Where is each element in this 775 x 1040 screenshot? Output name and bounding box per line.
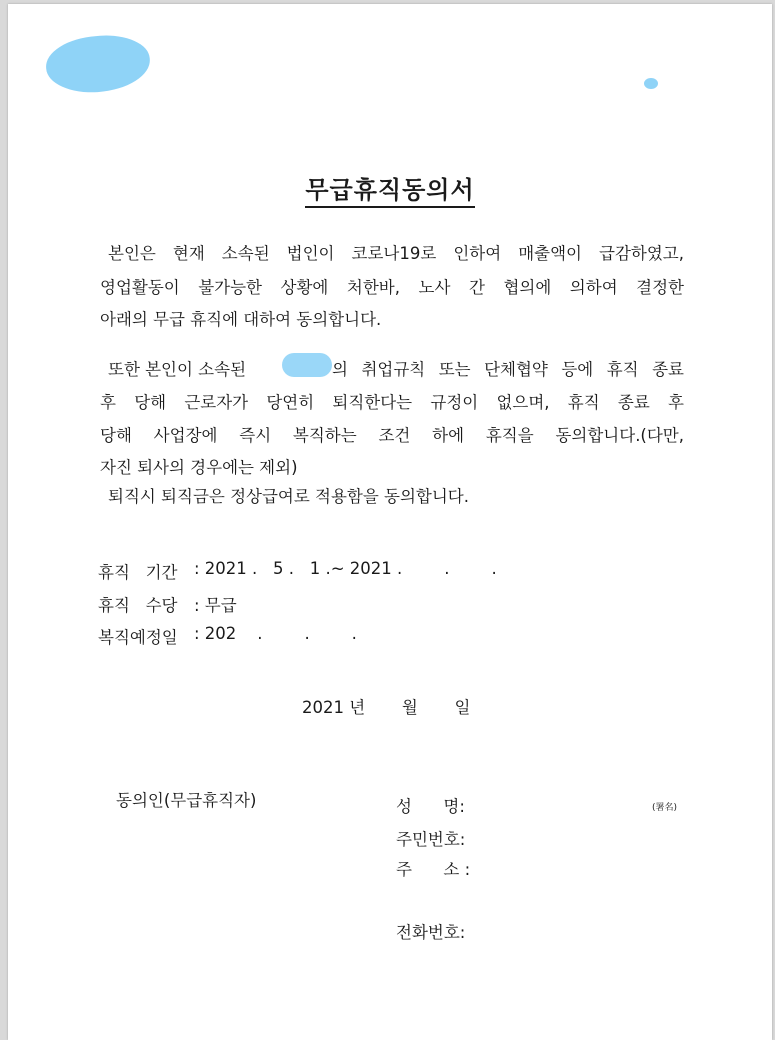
leave-allowance-label: 휴직 수당 — [98, 596, 178, 615]
return-date-value: : 202 . . . — [194, 624, 357, 643]
resident-number-label: 주민번호: — [396, 830, 466, 849]
paragraph2-line4: 자진 퇴사의 경우에는 제외) — [100, 458, 298, 477]
leave-period-value: : 2021 . 5 . 1 .~ 2021 . . . — [194, 559, 497, 578]
document-title-text: 무급휴직동의서 — [305, 176, 474, 208]
paragraph2-line1-end: 의 취업규칙 또는 단체협약 등에 휴직 종료 — [332, 360, 684, 379]
address-label: 주 소 : — [396, 860, 471, 879]
leave-period-label: 휴직 기간 — [98, 563, 178, 582]
leave-allowance-value: : 무급 — [194, 596, 237, 615]
agreer-label: 동의인(무급휴직자) — [116, 791, 257, 810]
document-title — [8, 170, 772, 205]
return-date-label: 복직예정일 — [98, 628, 178, 647]
seal-marker: (署名) — [652, 803, 678, 813]
paragraph1-line2: 영업활동이 불가능한 상황에 처한바, 노사 간 협의에 의하여 결정한 — [100, 278, 684, 297]
name-label: 성 명: — [396, 797, 465, 816]
redaction-mark — [644, 78, 658, 89]
redacted-company-name — [282, 353, 332, 377]
redacted-logo — [44, 32, 152, 95]
paragraph2-line1-start: 또한 본인이 소속된 — [108, 360, 247, 379]
paragraph3: 퇴직시 퇴직금은 정상급여로 적용함을 동의합니다. — [108, 487, 469, 506]
document-page — [8, 4, 772, 1040]
paragraph2-line3: 당해 사업장에 즉시 복직하는 조건 하에 휴직을 동의합니다.(다만, — [100, 426, 684, 445]
paragraph1-line3: 아래의 무급 휴직에 대하여 동의합니다. — [100, 310, 382, 329]
paragraph1-line1: 본인은 현재 소속된 법인이 코로나19로 인하여 매출액이 급감하였고, — [108, 244, 684, 263]
signing-date: 2021 년 월 일 — [302, 698, 471, 717]
paragraph2-line2: 후 당해 근로자가 당연히 퇴직한다는 규정이 없으며, 휴직 종료 후 — [100, 393, 684, 412]
phone-label: 전화번호: — [396, 923, 466, 942]
